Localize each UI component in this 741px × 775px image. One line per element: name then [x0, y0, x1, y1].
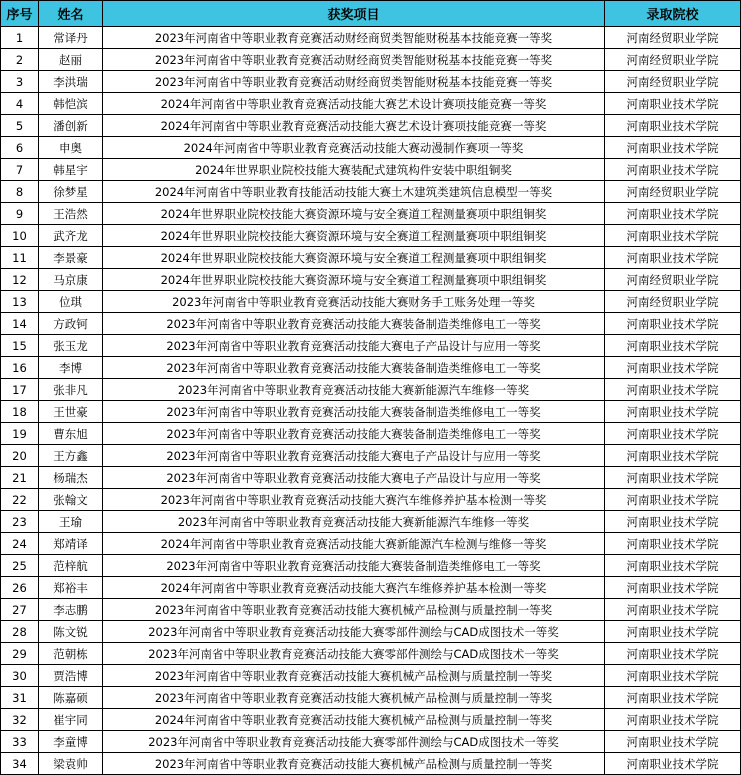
cell-name: 位琪 [39, 291, 103, 313]
header-row [1, 1, 741, 27]
cell-index: 12 [1, 269, 39, 291]
cell-award: 2023年河南省中等职业教育竞赛活动技能大赛零部件测绘与CAD成图技术一等奖 [103, 731, 605, 753]
cell-index: 16 [1, 357, 39, 379]
cell-index: 18 [1, 401, 39, 423]
cell-school: 河南职业技术学院 [605, 577, 741, 599]
cell-name: 潘创新 [39, 115, 103, 137]
table-row [1, 401, 741, 423]
cell-index: 14 [1, 313, 39, 335]
cell-school: 河南职业技术学院 [605, 313, 741, 335]
cell-name: 范朝栋 [39, 643, 103, 665]
cell-name: 梁袁帅 [39, 753, 103, 775]
table-row [1, 687, 741, 709]
cell-school: 河南职业技术学院 [605, 379, 741, 401]
table-row [1, 93, 741, 115]
cell-school: 河南职业技术学院 [605, 753, 741, 775]
cell-school: 河南职业技术学院 [605, 621, 741, 643]
table-row [1, 181, 741, 203]
cell-index: 19 [1, 423, 39, 445]
cell-name: 曹东旭 [39, 423, 103, 445]
cell-name: 常译丹 [39, 27, 103, 49]
cell-index: 27 [1, 599, 39, 621]
cell-name: 李博 [39, 357, 103, 379]
cell-name: 申奥 [39, 137, 103, 159]
cell-name: 杨瑞杰 [39, 467, 103, 489]
cell-index: 30 [1, 665, 39, 687]
cell-index: 24 [1, 533, 39, 555]
cell-award: 2023年河南省中等职业教育竞赛活动技能大赛新能源汽车维修一等奖 [103, 511, 605, 533]
cell-name: 李洪瑞 [39, 71, 103, 93]
cell-index: 6 [1, 137, 39, 159]
table-row [1, 489, 741, 511]
table-row [1, 71, 741, 93]
table-row [1, 643, 741, 665]
cell-name: 韩恺滨 [39, 93, 103, 115]
cell-school: 河南职业技术学院 [605, 709, 741, 731]
cell-award: 2023年河南省中等职业教育竞赛活动财经商贸类智能财税基本技能竞赛一等奖 [103, 27, 605, 49]
cell-award: 2024年河南省中等职业教育竞赛活动技能大赛新能源汽车检测与维修一等奖 [103, 533, 605, 555]
cell-award: 2023年河南省中等职业教育竞赛活动技能大赛零部件测绘与CAD成图技术一等奖 [103, 621, 605, 643]
table-row [1, 423, 741, 445]
cell-award: 2023年河南省中等职业教育竞赛活动技能大赛电子产品设计与应用一等奖 [103, 335, 605, 357]
cell-name: 张翰文 [39, 489, 103, 511]
cell-name: 贾浩博 [39, 665, 103, 687]
cell-school: 河南职业技术学院 [605, 489, 741, 511]
table-row [1, 27, 741, 49]
table-row [1, 357, 741, 379]
cell-school: 河南职业技术学院 [605, 247, 741, 269]
cell-award: 2023年河南省中等职业教育竞赛活动技能大赛机械产品检测与质量控制一等奖 [103, 687, 605, 709]
cell-name: 王方鑫 [39, 445, 103, 467]
table-row [1, 621, 741, 643]
cell-name: 王浩然 [39, 203, 103, 225]
table-body [1, 27, 741, 775]
table-row [1, 445, 741, 467]
cell-award: 2024年河南省中等职业教育竞赛活动技能大赛艺术设计赛项技能竞赛一等奖 [103, 93, 605, 115]
table-row [1, 467, 741, 489]
cell-award: 2024年世界职业院校技能大赛资源环境与安全赛道工程测量赛项中职组铜奖 [103, 247, 605, 269]
cell-school: 河南职业技术学院 [605, 533, 741, 555]
table-row [1, 511, 741, 533]
header-name: 姓名 [39, 1, 103, 27]
table-row [1, 379, 741, 401]
cell-award: 2024年世界职业院校技能大赛资源环境与安全赛道工程测量赛项中职组铜奖 [103, 269, 605, 291]
cell-award: 2023年河南省中等职业教育竞赛活动技能大赛汽车维修养护基本检测一等奖 [103, 489, 605, 511]
table-row [1, 49, 741, 71]
table-row [1, 335, 741, 357]
cell-award: 2024年河南省中等职业教育竞赛活动技能大赛汽车维修养护基本检测一等奖 [103, 577, 605, 599]
cell-school: 河南经贸职业学院 [605, 71, 741, 93]
cell-index: 29 [1, 643, 39, 665]
cell-school: 河南职业技术学院 [605, 335, 741, 357]
cell-name: 王瑜 [39, 511, 103, 533]
cell-award: 2023年河南省中等职业教育竞赛活动技能大赛财务手工账务处理一等奖 [103, 291, 605, 313]
cell-index: 3 [1, 71, 39, 93]
cell-name: 武齐龙 [39, 225, 103, 247]
cell-school: 河南经贸职业学院 [605, 291, 741, 313]
cell-index: 31 [1, 687, 39, 709]
cell-school: 河南职业技术学院 [605, 511, 741, 533]
table-row [1, 247, 741, 269]
cell-name: 张玉龙 [39, 335, 103, 357]
table-header [1, 1, 741, 27]
cell-index: 7 [1, 159, 39, 181]
cell-award: 2023年河南省中等职业教育竞赛活动技能大赛装备制造类维修电工一等奖 [103, 313, 605, 335]
cell-index: 10 [1, 225, 39, 247]
cell-name: 郑裕丰 [39, 577, 103, 599]
cell-school: 河南职业技术学院 [605, 203, 741, 225]
cell-index: 28 [1, 621, 39, 643]
cell-school: 河南职业技术学院 [605, 93, 741, 115]
cell-school: 河南职业技术学院 [605, 423, 741, 445]
cell-index: 23 [1, 511, 39, 533]
table-row [1, 115, 741, 137]
cell-school: 河南职业技术学院 [605, 643, 741, 665]
cell-school: 河南职业技术学院 [605, 115, 741, 137]
cell-school: 河南职业技术学院 [605, 357, 741, 379]
cell-award: 2024年世界职业院校技能大赛装配式建筑构件安装中职组铜奖 [103, 159, 605, 181]
cell-index: 20 [1, 445, 39, 467]
cell-award: 2023年河南省中等职业教育竞赛活动财经商贸类智能财税基本技能竞赛一等奖 [103, 71, 605, 93]
cell-award: 2023年河南省中等职业教育竞赛活动技能大赛机械产品检测与质量控制一等奖 [103, 599, 605, 621]
cell-index: 34 [1, 753, 39, 775]
cell-school: 河南职业技术学院 [605, 599, 741, 621]
cell-school: 河南职业技术学院 [605, 225, 741, 247]
cell-name: 马京康 [39, 269, 103, 291]
cell-index: 5 [1, 115, 39, 137]
cell-school: 河南职业技术学院 [605, 401, 741, 423]
cell-name: 韩星宇 [39, 159, 103, 181]
table-row [1, 159, 741, 181]
cell-award: 2023年河南省中等职业教育竞赛活动技能大赛电子产品设计与应用一等奖 [103, 467, 605, 489]
table-row [1, 665, 741, 687]
cell-index: 4 [1, 93, 39, 115]
header-award: 获奖项目 [103, 1, 605, 27]
cell-name: 范梓航 [39, 555, 103, 577]
cell-school: 河南职业技术学院 [605, 731, 741, 753]
cell-award: 2024年河南省中等职业教育竞赛活动技能大赛机械产品检测与质量控制一等奖 [103, 709, 605, 731]
cell-index: 8 [1, 181, 39, 203]
cell-name: 郑靖译 [39, 533, 103, 555]
cell-index: 11 [1, 247, 39, 269]
table-row [1, 599, 741, 621]
cell-name: 张非凡 [39, 379, 103, 401]
cell-index: 13 [1, 291, 39, 313]
cell-name: 李童博 [39, 731, 103, 753]
cell-award: 2023年河南省中等职业教育竞赛活动技能大赛电子产品设计与应用一等奖 [103, 445, 605, 467]
cell-index: 22 [1, 489, 39, 511]
cell-award: 2023年河南省中等职业教育竞赛活动技能大赛装备制造类维修电工一等奖 [103, 555, 605, 577]
cell-award: 2023年河南省中等职业教育竞赛活动技能大赛零部件测绘与CAD成图技术一等奖 [103, 643, 605, 665]
cell-name: 李志鹏 [39, 599, 103, 621]
table-row [1, 731, 741, 753]
table-row [1, 709, 741, 731]
cell-school: 河南职业技术学院 [605, 687, 741, 709]
cell-name: 赵丽 [39, 49, 103, 71]
cell-index: 26 [1, 577, 39, 599]
table-row [1, 313, 741, 335]
cell-award: 2023年河南省中等职业教育竞赛活动技能大赛机械产品检测与质量控制一等奖 [103, 665, 605, 687]
cell-index: 17 [1, 379, 39, 401]
cell-name: 李景豪 [39, 247, 103, 269]
cell-school: 河南职业技术学院 [605, 445, 741, 467]
table-row [1, 291, 741, 313]
cell-school: 河南经贸职业学院 [605, 181, 741, 203]
cell-name: 陈嘉硕 [39, 687, 103, 709]
cell-award: 2024年世界职业院校技能大赛资源环境与安全赛道工程测量赛项中职组铜奖 [103, 203, 605, 225]
table-row [1, 137, 741, 159]
cell-index: 33 [1, 731, 39, 753]
cell-school: 河南职业技术学院 [605, 159, 741, 181]
cell-index: 9 [1, 203, 39, 225]
cell-name: 陈文锐 [39, 621, 103, 643]
cell-award: 2023年河南省中等职业教育竞赛活动财经商贸类智能财税基本技能竞赛一等奖 [103, 49, 605, 71]
cell-award: 2023年河南省中等职业教育竞赛活动技能大赛机械产品检测与质量控制一等奖 [103, 753, 605, 775]
cell-award: 2023年河南省中等职业教育竞赛活动技能大赛新能源汽车维修一等奖 [103, 379, 605, 401]
cell-index: 2 [1, 49, 39, 71]
cell-name: 王世豪 [39, 401, 103, 423]
cell-index: 1 [1, 27, 39, 49]
cell-school: 河南经贸职业学院 [605, 49, 741, 71]
cell-award: 2024年世界职业院校技能大赛资源环境与安全赛道工程测量赛项中职组铜奖 [103, 225, 605, 247]
table-row [1, 225, 741, 247]
cell-index: 32 [1, 709, 39, 731]
cell-award: 2023年河南省中等职业教育竞赛活动技能大赛装备制造类维修电工一等奖 [103, 423, 605, 445]
cell-school: 河南职业技术学院 [605, 137, 741, 159]
cell-school: 河南职业技术学院 [605, 467, 741, 489]
cell-school: 河南经贸职业学院 [605, 27, 741, 49]
table-row [1, 753, 741, 775]
cell-index: 15 [1, 335, 39, 357]
table-row [1, 269, 741, 291]
cell-school: 河南职业技术学院 [605, 665, 741, 687]
cell-award: 2023年河南省中等职业教育竞赛活动技能大赛装备制造类维修电工一等奖 [103, 401, 605, 423]
table-row [1, 577, 741, 599]
header-index: 序号 [1, 1, 39, 27]
cell-school: 河南经贸职业学院 [605, 269, 741, 291]
cell-index: 21 [1, 467, 39, 489]
cell-name: 徐梦星 [39, 181, 103, 203]
cell-name: 崔宇同 [39, 709, 103, 731]
cell-award: 2024年河南省中等职业教育技能活动技能大赛土木建筑类建筑信息模型一等奖 [103, 181, 605, 203]
header-school: 录取院校 [605, 1, 741, 27]
cell-award: 2024年河南省中等职业教育竞赛活动技能大赛艺术设计赛项技能竞赛一等奖 [103, 115, 605, 137]
cell-award: 2024年河南省中等职业教育竞赛活动技能大赛动漫制作赛项一等奖 [103, 137, 605, 159]
table-row [1, 555, 741, 577]
table-row [1, 203, 741, 225]
cell-name: 方政钶 [39, 313, 103, 335]
cell-school: 河南职业技术学院 [605, 555, 741, 577]
table-row [1, 533, 741, 555]
cell-award: 2023年河南省中等职业教育竞赛活动技能大赛装备制造类维修电工一等奖 [103, 357, 605, 379]
cell-index: 25 [1, 555, 39, 577]
